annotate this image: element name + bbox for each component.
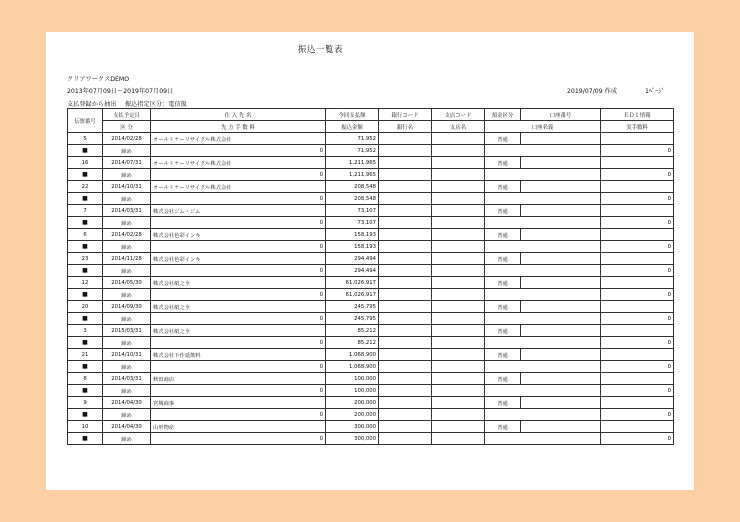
branch-code xyxy=(432,325,485,337)
branch-code xyxy=(432,253,485,265)
table-row-detail xyxy=(68,361,674,373)
actual-fee: 0 xyxy=(601,145,674,157)
branch-code xyxy=(432,133,485,145)
payment-amount: 300,000 xyxy=(326,421,379,433)
square-mark-icon: ■ xyxy=(68,433,103,445)
table-row xyxy=(68,133,674,145)
pay-date: 2014/03/31 xyxy=(103,373,151,385)
bank-code xyxy=(379,421,432,433)
account-holder xyxy=(485,217,601,229)
fee: 0 xyxy=(151,433,326,445)
col-branch-code: 支店コード xyxy=(432,109,485,121)
branch-code xyxy=(432,301,485,313)
transfer-amount: 1,211,965 xyxy=(326,169,379,181)
fee: 0 xyxy=(151,361,326,373)
edi-info xyxy=(601,157,674,169)
slip-no: 8 xyxy=(68,373,103,385)
table-row xyxy=(68,157,674,169)
kubun: 締め xyxy=(103,385,151,397)
branch-name xyxy=(432,433,485,445)
table-row-detail xyxy=(68,193,674,205)
transfer-amount: 245,795 xyxy=(326,313,379,325)
payment-amount: 61,026,917 xyxy=(326,277,379,289)
table-row-detail xyxy=(68,289,674,301)
payment-amount: 208,548 xyxy=(326,181,379,193)
transfer-amount: 200,000 xyxy=(326,409,379,421)
bank-code xyxy=(379,397,432,409)
edi-info xyxy=(601,229,674,241)
vendor-name: オールトナーリサイクル株式会社 xyxy=(151,181,326,193)
vendor-name: 宮城商事 xyxy=(151,397,326,409)
payment-amount: 158,193 xyxy=(326,229,379,241)
square-mark-icon: ■ xyxy=(68,289,103,301)
transfer-table xyxy=(67,108,674,445)
bank-code xyxy=(379,301,432,313)
report-title: 振込一覧表 xyxy=(298,45,344,55)
branch-code xyxy=(432,205,485,217)
slip-no: 5 xyxy=(68,133,103,145)
branch-code xyxy=(432,373,485,385)
header-row-1 xyxy=(68,109,674,121)
col-kubun: 区 分 xyxy=(103,121,151,133)
square-mark-icon: ■ xyxy=(68,313,103,325)
table-row-detail xyxy=(68,409,674,421)
pay-date: 2014/02/28 xyxy=(103,133,151,145)
kubun: 締め xyxy=(103,289,151,301)
table-row xyxy=(68,229,674,241)
vendor-name: 秋田商店 xyxy=(151,373,326,385)
col-bank-code: 銀行コード xyxy=(379,109,432,121)
vendor-name: 株式会社色彩インキ xyxy=(151,253,326,265)
bank-name xyxy=(379,169,432,181)
fee: 0 xyxy=(151,337,326,349)
account-no xyxy=(521,325,601,337)
bank-code xyxy=(379,253,432,265)
account-no xyxy=(521,133,601,145)
vendor-name: 株式会社ジム・ジム xyxy=(151,205,326,217)
account-holder xyxy=(485,361,601,373)
branch-name xyxy=(432,361,485,373)
deposit-type: 普通 xyxy=(485,157,521,169)
vendor-name: 株式会社下作延飲料 xyxy=(151,349,326,361)
edi-info xyxy=(601,181,674,193)
actual-fee: 0 xyxy=(601,241,674,253)
branch-name xyxy=(432,241,485,253)
col-edi: ＥＤＩ情報 xyxy=(601,109,674,121)
branch-name xyxy=(432,169,485,181)
transfer-amount: 71,952 xyxy=(326,145,379,157)
col-pay-date: 支払予定日 xyxy=(103,109,151,121)
transfer-amount: 208,548 xyxy=(326,193,379,205)
branch-name xyxy=(432,145,485,157)
branch-name xyxy=(432,217,485,229)
branch-code xyxy=(432,229,485,241)
kubun: 締め xyxy=(103,265,151,277)
actual-fee: 0 xyxy=(601,409,674,421)
bank-name xyxy=(379,193,432,205)
pay-date: 2014/02/28 xyxy=(103,229,151,241)
table-row xyxy=(68,301,674,313)
table-row-detail xyxy=(68,313,674,325)
account-no xyxy=(521,397,601,409)
deposit-type: 普通 xyxy=(485,205,521,217)
account-no xyxy=(521,373,601,385)
col-vendor: 仕 入 先 名 xyxy=(151,109,326,121)
vendor-name: 山形物産 xyxy=(151,421,326,433)
edi-info xyxy=(601,397,674,409)
edi-info xyxy=(601,277,674,289)
deposit-type: 普通 xyxy=(485,421,521,433)
bank-name xyxy=(379,217,432,229)
branch-code xyxy=(432,397,485,409)
kubun: 締め xyxy=(103,337,151,349)
transfer-amount: 300,000 xyxy=(326,433,379,445)
bank-code xyxy=(379,373,432,385)
account-holder xyxy=(485,289,601,301)
deposit-type: 普通 xyxy=(485,229,521,241)
actual-fee: 0 xyxy=(601,385,674,397)
col-actual-fee: 実手数料 xyxy=(601,121,674,133)
pay-date: 2014/05/30 xyxy=(103,277,151,289)
slip-no: 21 xyxy=(68,349,103,361)
account-no xyxy=(521,205,601,217)
kubun: 締め xyxy=(103,145,151,157)
vendor-name: 株式会社紙之全 xyxy=(151,277,326,289)
bank-name xyxy=(379,337,432,349)
fee: 0 xyxy=(151,169,326,181)
account-holder xyxy=(485,193,601,205)
account-holder xyxy=(485,241,601,253)
kubun: 締め xyxy=(103,217,151,229)
fee: 0 xyxy=(151,313,326,325)
slip-no: 16 xyxy=(68,157,103,169)
table-row xyxy=(68,325,674,337)
table-row xyxy=(68,253,674,265)
payment-amount: 71,952 xyxy=(326,133,379,145)
bank-name xyxy=(379,409,432,421)
edi-info xyxy=(601,205,674,217)
account-holder xyxy=(485,145,601,157)
table-row xyxy=(68,277,674,289)
bank-code xyxy=(379,229,432,241)
slip-no: 12 xyxy=(68,277,103,289)
payment-amount: 294,494 xyxy=(326,253,379,265)
transfer-amount: 294,494 xyxy=(326,265,379,277)
kubun: 締め xyxy=(103,313,151,325)
company-name: クリアワークスDEMO xyxy=(67,76,130,83)
account-holder xyxy=(485,409,601,421)
col-bank-name: 銀行名 xyxy=(379,121,432,133)
table-row-detail xyxy=(68,241,674,253)
deposit-type: 普通 xyxy=(485,253,521,265)
edi-info xyxy=(601,133,674,145)
col-account-no: 口座番号 xyxy=(521,109,601,121)
fee: 0 xyxy=(151,385,326,397)
payment-amount: 1,068,900 xyxy=(326,349,379,361)
col-transfer: 振込金額 xyxy=(326,121,379,133)
col-deposit-type: 預金区分 xyxy=(485,109,521,121)
kubun: 締め xyxy=(103,361,151,373)
col-branch-name: 支店名 xyxy=(432,121,485,133)
transfer-amount: 85,212 xyxy=(326,337,379,349)
transfer-amount: 73,107 xyxy=(326,217,379,229)
slip-no: 9 xyxy=(68,397,103,409)
square-mark-icon: ■ xyxy=(68,337,103,349)
actual-fee: 0 xyxy=(601,217,674,229)
square-mark-icon: ■ xyxy=(68,193,103,205)
edi-info xyxy=(601,301,674,313)
edi-info xyxy=(601,253,674,265)
pay-date: 2014/11/28 xyxy=(103,253,151,265)
bank-name xyxy=(379,289,432,301)
actual-fee: 0 xyxy=(601,169,674,181)
bank-name xyxy=(379,145,432,157)
account-no xyxy=(521,181,601,193)
square-mark-icon: ■ xyxy=(68,241,103,253)
table-row-detail xyxy=(68,433,674,445)
branch-name xyxy=(432,289,485,301)
square-mark-icon: ■ xyxy=(68,217,103,229)
payment-amount: 73,107 xyxy=(326,205,379,217)
kubun: 締め xyxy=(103,241,151,253)
actual-fee: 0 xyxy=(601,313,674,325)
fee: 0 xyxy=(151,241,326,253)
vendor-name: オールトナーリサイクル株式会社 xyxy=(151,133,326,145)
kubun: 締め xyxy=(103,193,151,205)
slip-no: 7 xyxy=(68,205,103,217)
table-row xyxy=(68,205,674,217)
fee: 0 xyxy=(151,265,326,277)
table-row-detail xyxy=(68,337,674,349)
square-mark-icon: ■ xyxy=(68,145,103,157)
table-row-detail xyxy=(68,265,674,277)
branch-name xyxy=(432,313,485,325)
pay-date: 2014/03/31 xyxy=(103,205,151,217)
bank-name xyxy=(379,265,432,277)
edi-info xyxy=(601,325,674,337)
vendor-name: 株式会社紙之全 xyxy=(151,301,326,313)
vendor-name: オールトナーリサイクル株式会社 xyxy=(151,157,326,169)
date-range: 2013年07月09日～2019年07月09日 xyxy=(67,88,174,95)
table-row-detail xyxy=(68,385,674,397)
branch-name xyxy=(432,337,485,349)
deposit-type: 普通 xyxy=(485,133,521,145)
pay-date: 2014/10/31 xyxy=(103,181,151,193)
slip-no: 20 xyxy=(68,301,103,313)
deposit-type: 普通 xyxy=(485,325,521,337)
fee: 0 xyxy=(151,289,326,301)
kubun: 締め xyxy=(103,433,151,445)
slip-no: 23 xyxy=(68,253,103,265)
bank-code xyxy=(379,349,432,361)
actual-fee: 0 xyxy=(601,289,674,301)
pay-date: 2014/09/30 xyxy=(103,301,151,313)
payment-amount: 85,212 xyxy=(326,325,379,337)
account-no xyxy=(521,301,601,313)
pay-date: 2014/04/30 xyxy=(103,421,151,433)
bank-name xyxy=(379,313,432,325)
slip-no: 22 xyxy=(68,181,103,193)
account-no xyxy=(521,229,601,241)
col-amount: 今回支払額 xyxy=(326,109,379,121)
col-fee: 先 方 手 数 料 xyxy=(151,121,326,133)
payment-amount: 245,795 xyxy=(326,301,379,313)
table-row-detail xyxy=(68,217,674,229)
bank-code xyxy=(379,277,432,289)
edi-info xyxy=(601,373,674,385)
fee: 0 xyxy=(151,217,326,229)
payment-amount: 1,211,965 xyxy=(326,157,379,169)
table-row-detail xyxy=(68,169,674,181)
actual-fee: 0 xyxy=(601,337,674,349)
square-mark-icon: ■ xyxy=(68,385,103,397)
account-no xyxy=(521,253,601,265)
deposit-type: 普通 xyxy=(485,397,521,409)
branch-code xyxy=(432,349,485,361)
branch-name xyxy=(432,409,485,421)
bank-code xyxy=(379,133,432,145)
account-no xyxy=(521,277,601,289)
actual-fee: 0 xyxy=(601,361,674,373)
account-holder xyxy=(485,385,601,397)
edi-info xyxy=(601,349,674,361)
branch-code xyxy=(432,181,485,193)
vendor-name: 株式会社色彩インキ xyxy=(151,229,326,241)
bank-name xyxy=(379,433,432,445)
table-row-detail xyxy=(68,145,674,157)
pay-date: 2015/03/31 xyxy=(103,325,151,337)
square-mark-icon: ■ xyxy=(68,361,103,373)
branch-code xyxy=(432,157,485,169)
branch-name xyxy=(432,193,485,205)
pay-date: 2014/07/31 xyxy=(103,157,151,169)
square-mark-icon: ■ xyxy=(68,169,103,181)
deposit-type: 普通 xyxy=(485,301,521,313)
payment-amount: 100,000 xyxy=(326,373,379,385)
branch-code xyxy=(432,421,485,433)
table-row xyxy=(68,349,674,361)
account-holder xyxy=(485,313,601,325)
col-slip-no: 伝票番号 xyxy=(68,109,103,133)
kubun: 締め xyxy=(103,169,151,181)
table-row xyxy=(68,397,674,409)
account-holder xyxy=(485,265,601,277)
bank-code xyxy=(379,205,432,217)
deposit-type: 普通 xyxy=(485,277,521,289)
deposit-type: 普通 xyxy=(485,181,521,193)
vendor-name: 株式会社紙之全 xyxy=(151,325,326,337)
bank-code xyxy=(379,325,432,337)
account-no xyxy=(521,349,601,361)
page-number: 1ﾍﾟｰｼﾞ xyxy=(645,88,665,95)
slip-no: 6 xyxy=(68,229,103,241)
transfer-amount: 1,068,900 xyxy=(326,361,379,373)
created-date: 2019/07/09 作成 xyxy=(567,88,618,95)
actual-fee: 0 xyxy=(601,193,674,205)
filter-source: 支払登録から抽出 xyxy=(67,101,117,108)
filter-transfer-type: 振込指定区分：電信扱 xyxy=(125,101,187,108)
bank-name xyxy=(379,385,432,397)
account-no xyxy=(521,421,601,433)
account-holder xyxy=(485,337,601,349)
transfer-amount: 61,026,917 xyxy=(326,289,379,301)
deposit-type: 普通 xyxy=(485,349,521,361)
edi-info xyxy=(601,421,674,433)
branch-name xyxy=(432,385,485,397)
kubun: 締め xyxy=(103,409,151,421)
table-row xyxy=(68,421,674,433)
actual-fee: 0 xyxy=(601,265,674,277)
account-no xyxy=(521,157,601,169)
branch-name xyxy=(432,265,485,277)
actual-fee: 0 xyxy=(601,433,674,445)
col-account-holder: 口座名義 xyxy=(485,121,601,133)
pay-date: 2014/04/30 xyxy=(103,397,151,409)
account-holder xyxy=(485,433,601,445)
deposit-type: 普通 xyxy=(485,373,521,385)
bank-name xyxy=(379,241,432,253)
transfer-amount: 100,000 xyxy=(326,385,379,397)
table-row xyxy=(68,181,674,193)
payment-amount: 200,000 xyxy=(326,397,379,409)
account-holder xyxy=(485,169,601,181)
pay-date: 2014/10/31 xyxy=(103,349,151,361)
table-row xyxy=(68,373,674,385)
bank-name xyxy=(379,361,432,373)
fee: 0 xyxy=(151,145,326,157)
bank-code xyxy=(379,157,432,169)
fee: 0 xyxy=(151,409,326,421)
bank-code xyxy=(379,181,432,193)
transfer-amount: 158,193 xyxy=(326,241,379,253)
fee: 0 xyxy=(151,193,326,205)
slip-no: 10 xyxy=(68,421,103,433)
square-mark-icon: ■ xyxy=(68,409,103,421)
square-mark-icon: ■ xyxy=(68,265,103,277)
branch-code xyxy=(432,277,485,289)
header-row-2 xyxy=(68,121,674,133)
slip-no: 3 xyxy=(68,325,103,337)
